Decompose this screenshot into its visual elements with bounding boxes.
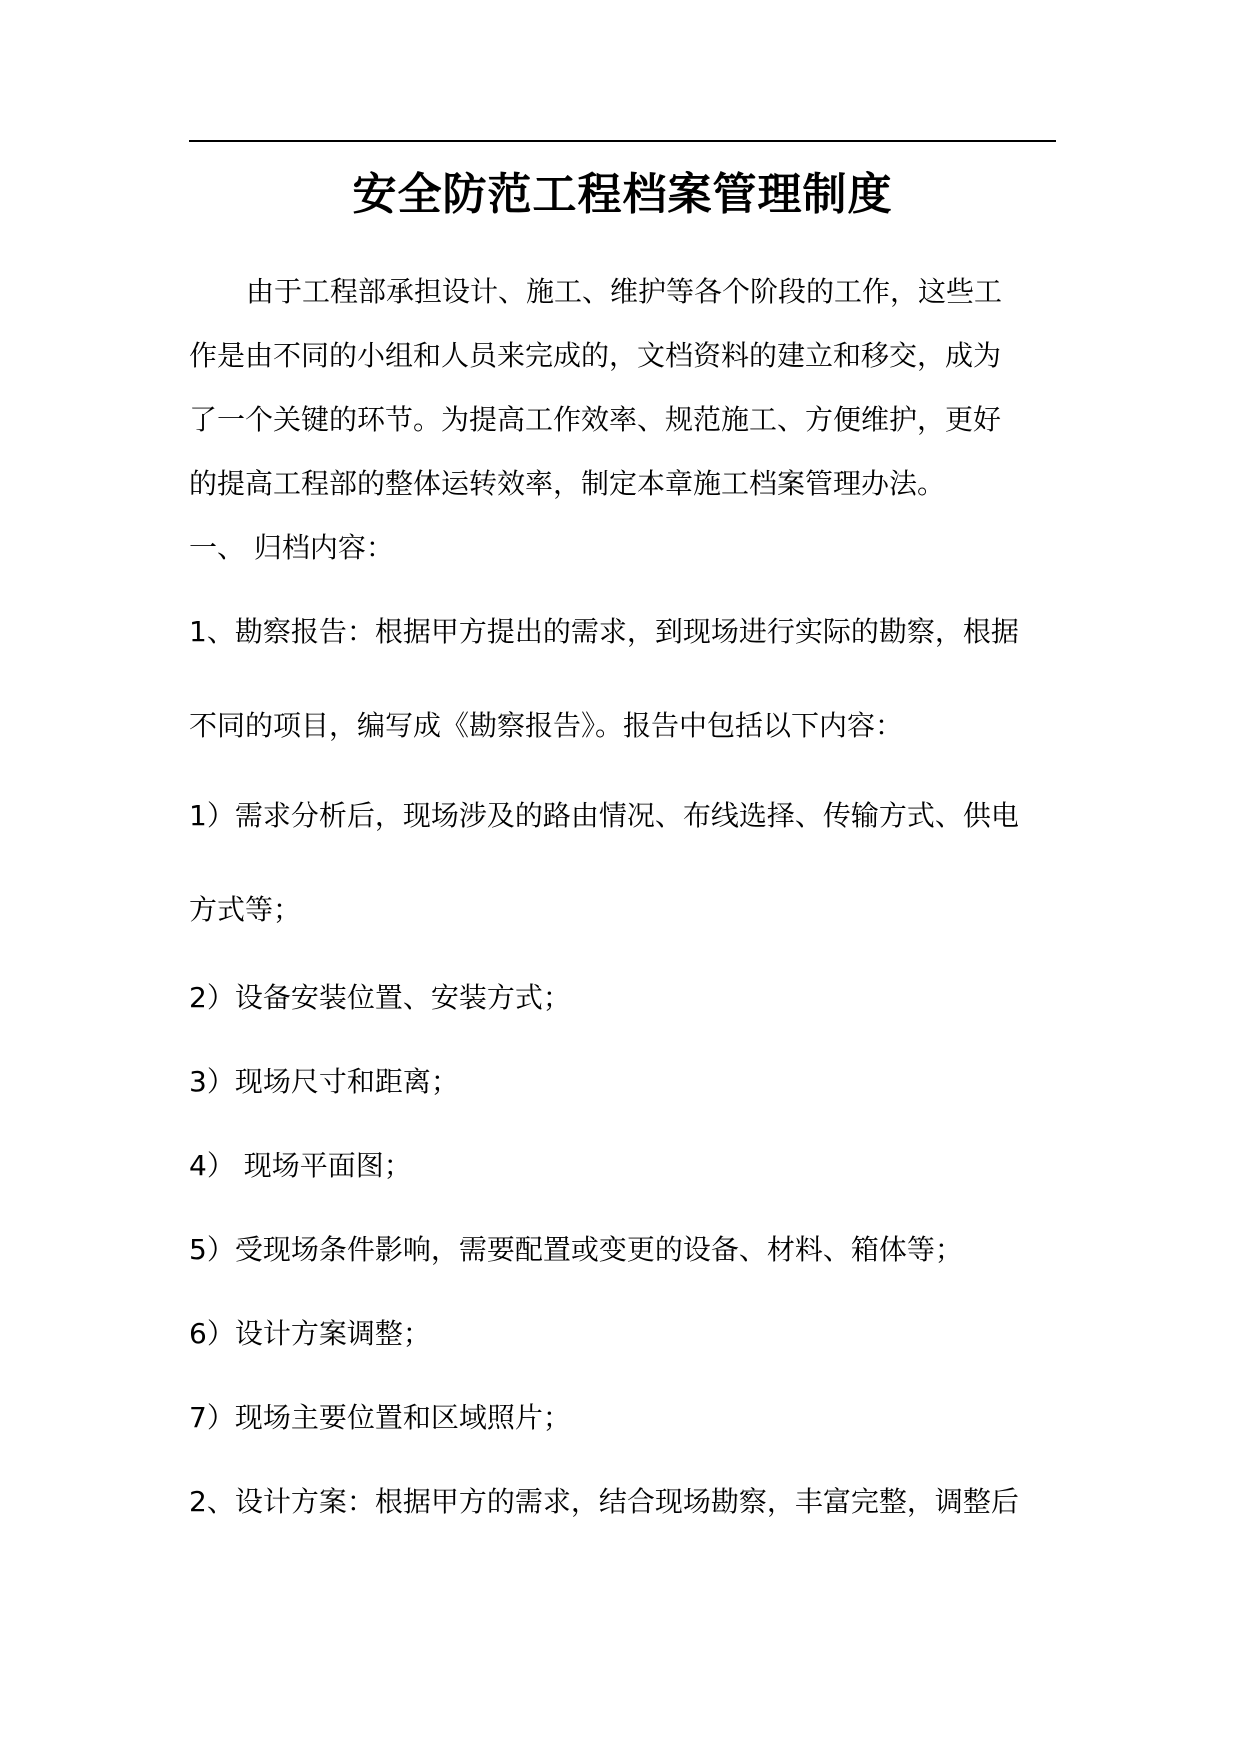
sub-item-4: 4） 现场平面图； — [189, 1149, 412, 1182]
sub-item-2: 2）设备安装位置、安装方式； — [189, 981, 571, 1014]
intro-line-2: 作是由不同的小组和人员来完成的，文档资料的建立和移交，成为 — [189, 339, 1002, 372]
section-heading: 一、 归档内容： — [189, 531, 394, 564]
sub-item-3: 3）现场尺寸和距离； — [189, 1065, 459, 1098]
sub-item-1-line-2: 方式等； — [189, 893, 302, 926]
intro-line-1: 由于工程部承担设计、施工、维护等各个阶段的工作，这些工 — [246, 275, 1003, 308]
sub-item-5: 5）受现场条件影响，需要配置或变更的设备、材料、箱体等； — [189, 1233, 963, 1266]
sub-item-7: 7）现场主要位置和区域照片； — [189, 1401, 571, 1434]
item-1-line-2: 不同的项目，编写成《勘察报告》。报告中包括以下内容： — [189, 709, 904, 742]
intro-line-4: 的提高工程部的整体运转效率，制定本章施工档案管理办法。 — [189, 467, 946, 500]
sub-item-1-line-1: 1）需求分析后，现场涉及的路由情况、布线选择、传输方式、供电 — [189, 799, 1019, 832]
sub-item-6: 6）设计方案调整； — [189, 1317, 431, 1350]
item-2-line-1: 2、设计方案：根据甲方的需求，结合现场勘察，丰富完整，调整后 — [189, 1485, 1019, 1518]
header-rule — [189, 140, 1056, 142]
intro-line-3: 了一个关键的环节。为提高工作效率、规范施工、方便维护，更好 — [189, 403, 1002, 436]
item-1-line-1: 1、勘察报告：根据甲方提出的需求，到现场进行实际的勘察，根据 — [189, 615, 1019, 648]
document-title: 安全防范工程档案管理制度 — [352, 169, 893, 220]
